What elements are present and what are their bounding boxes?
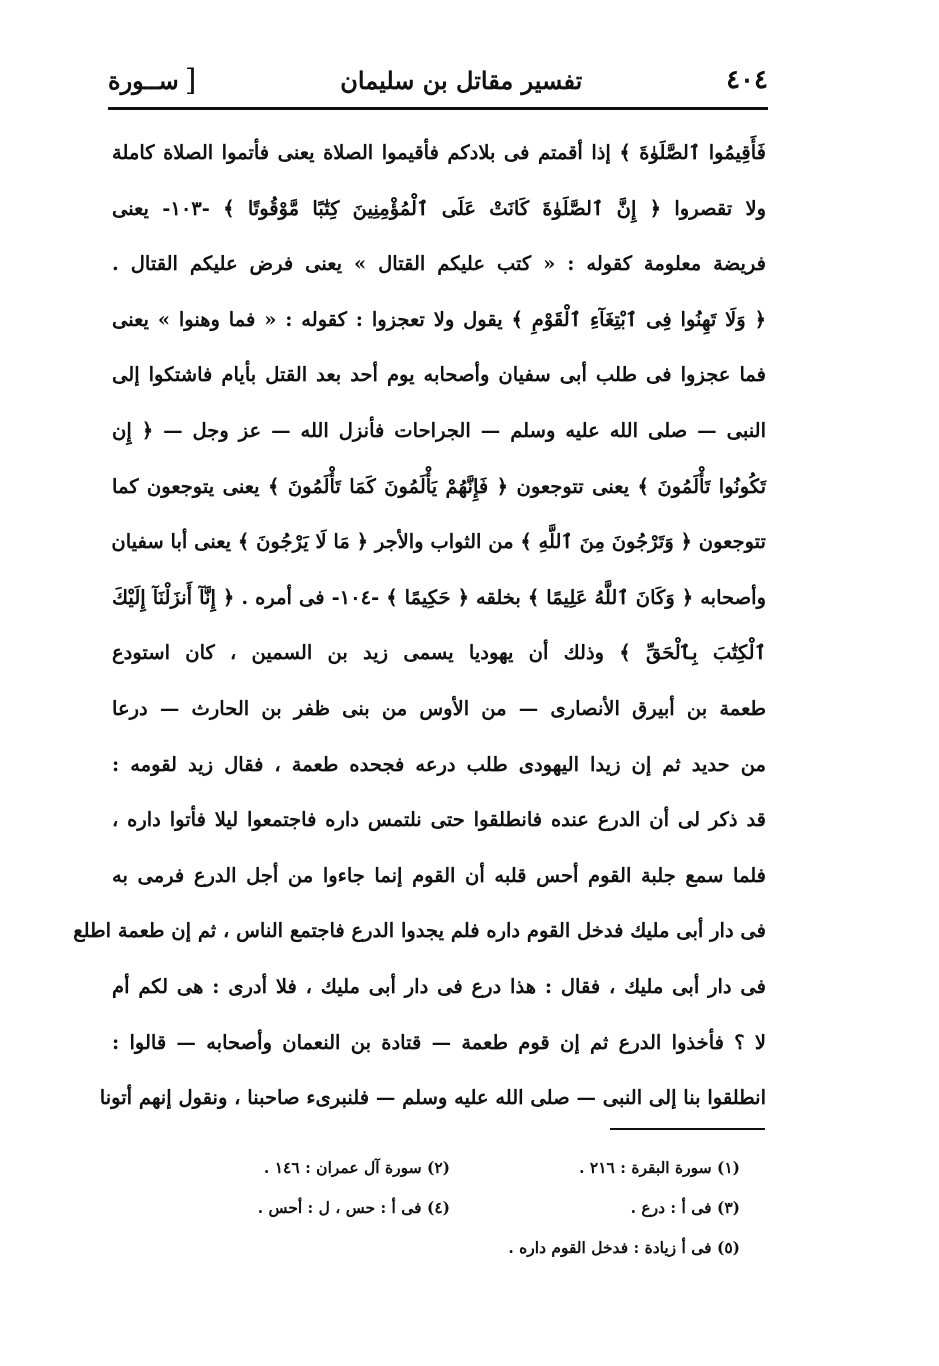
footnote: (٣) فى أ : درع . [630,1198,740,1217]
footnote: (٥) فى أ زيادة : فدخل القوم داره . [508,1238,740,1257]
text-line: فلما سمع جلبة القوم أحس قلبه أن القوم إنما جاءوا من أجل الدرع فرمى به [112,863,766,887]
text-line: ﴿ وَلَا تَهِنُوا فِى ٱبْتِغَآءِ ٱلْقَوْمِ ﴾ يقول ولا تعجزوا : كقوله : « فما وهنوا » يعنى [112,307,766,331]
body-text [73,125,766,1126]
text-line: تَكُونُوا تَأْلَمُونَ ﴾ يعنى تتوجعون ﴿ فَإِنَّهُمْ يَأْلَمُونَ كَمَا تَأْلَمُونَ ﴾ يعنى يتوجعون كما [112,474,766,498]
header-bracket: [ [184,62,197,98]
footnote-rule [610,1128,765,1130]
running-head [108,63,196,98]
text-line: النبى — صلى الله عليه وسلم — الجراحات فأنزل الله — عز وجل — ﴿ إِن [112,418,766,442]
footnote [160,1228,450,1268]
footnote-row [160,1148,740,1188]
running-head-label: ســورة [108,65,179,95]
text-line: تتوجعون ﴿ وَتَرْجُونَ مِنَ ٱللَّهِ ﴾ من الثواب والأجر ﴿ مَا لَا يَرْجُونَ ﴾ يعنى أبا سفيان [111,530,766,554]
text-line: طعمة بن أبيرق الأنصارى — من الأوس من بنى ظفر بن الحارث — درعا [112,696,766,720]
text-line: وأصحابه ﴿ وَكَانَ ٱللَّهُ عَلِيمًا ﴾ بخلقه ﴿ حَكِيمًا ﴾ -١٠٤- فى أمره . ﴿ إِنَّآ أَنزَلْنَآ إِلَيْكَ [112,585,766,609]
text-line: فريضة معلومة كقوله : « كتب عليكم القتال » يعنى فرض عليكم القتال . [112,252,766,276]
footnote-row [160,1228,740,1268]
text-line: انطلقوا بنا إلى النبى — صلى الله عليه وسلم — فلنبرىء صاحبنا ، ونقول إنهم أتونا [99,1086,766,1110]
text-line: قد ذكر لى أن الدرع عنده فانطلقوا حتى نلتمس داره فاجتمعوا ليلا فأتوا داره ، [112,808,766,832]
text-line: من حديد ثم إن زيدا اليهودى طلب درعه فجحده طعمة ، فقال زيد لقومه : [112,752,766,776]
footnote: (٢) سورة آل عمران : ١٤٦ . [263,1158,450,1177]
text-line: ٱلْكِتَٰبَ بِٱلْحَقِّ ﴾ وذلك أن يهوديا يسمى زيد بن السمين ، كان استودع [112,641,766,665]
text-line: لا ؟ فأخذوا الدرع ثم إن قوم طعمة — قتادة بن النعمان وأصحابه — قالوا : [112,1030,766,1054]
text-line: فى دار أبى مليك ، فقال : هذا درع فى دار أبى مليك ، فلا أدرى : هى لكم أم [112,974,766,998]
footnote: (٤) فى أ : حس ، ل : أحس . [257,1198,450,1217]
header-rule [108,107,768,110]
page-header [108,50,768,110]
text-line: فى دار أبى مليك فدخل القوم داره فلم يجدوا الدرع فاجتمع الناس ، ثم إن طعمة اطلع [73,919,766,943]
footnotes [160,1148,740,1268]
text-line: فَأَقِيمُوا ٱلصَّلَوٰةَ ﴾ إذا أقمتم فى بلادكم فأقيموا الصلاة يعنى فأتموا الصلاة كاملة [112,141,766,164]
text-line: ولا تقصروا ﴿ إِنَّ ٱلصَّلَوٰةَ كَانَتْ عَلَى ٱلْمُؤْمِنِينَ كِتَٰبًا مَّوْقُوتًا ﴾ -١٠٣- يعنى [112,196,766,220]
footnote: (١) سورة البقرة : ٢١٦ . [579,1158,740,1177]
book-title: تفسير مقاتل بن سليمان [340,65,583,95]
footnote-row [160,1188,740,1228]
page-number: ٤٠٤ [726,65,768,95]
text-line: فما عجزوا فى طلب أبى سفيان وأصحابه يوم أحد بعد القتل بأيام فاشتكوا إلى [112,363,766,387]
